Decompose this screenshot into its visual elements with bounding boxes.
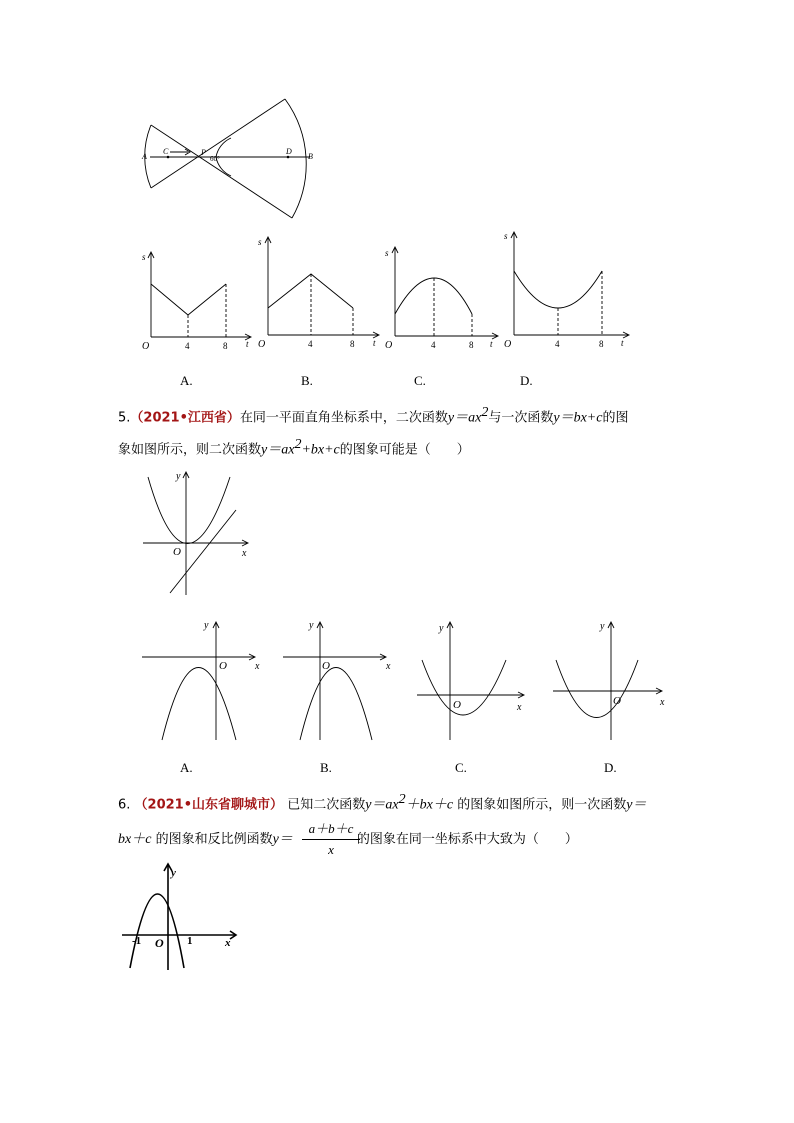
origin: O: [504, 339, 512, 350]
q6-number: 6.: [118, 797, 131, 813]
q5-option-b[interactable]: B.: [320, 760, 332, 775]
origin: O: [258, 339, 266, 350]
label-P: P: [201, 148, 206, 157]
origin: O: [453, 699, 461, 711]
axis-t: t: [373, 338, 376, 348]
axis-y: y: [439, 623, 444, 634]
q6-line-1: 6. （2021•山东省聊城市） 已知二次函数$y=ax^2+bx+c$ 的图象如图所示，则一次函数y＝: [118, 792, 647, 813]
axis-s: s: [142, 252, 146, 262]
tick-pos1: 1: [187, 935, 193, 947]
q5-option-d-graph: [548, 615, 673, 745]
q5-number: 5.: [118, 410, 131, 426]
origin: O: [385, 340, 393, 351]
tick-8: 8: [599, 339, 604, 349]
label-B: B: [308, 152, 313, 161]
q5-source: （2021•江西省）: [130, 410, 240, 426]
tick-neg1: -1: [132, 935, 142, 947]
axis-s: s: [385, 248, 389, 258]
tick-4: 4: [185, 341, 190, 351]
q4-option-b[interactable]: B.: [301, 373, 313, 388]
q5-line-2: 象如图所示，则二次函数$y=ax^2+bx+c$的图象可能是（ ）: [118, 437, 470, 458]
tick-4: 4: [308, 339, 313, 349]
label-C: C: [163, 147, 169, 156]
origin: O: [155, 936, 164, 950]
q6-fraction: [302, 818, 360, 858]
axis-y: y: [176, 471, 181, 482]
axis-y: y: [309, 620, 314, 631]
axis-y: y: [171, 867, 176, 879]
q5-line-1: 5.（2021•江西省）在同一平面直角坐标系中，二次函数$y=ax^2$与一次函数y＝bx+c的图: [118, 405, 629, 426]
axis-t: t: [246, 339, 249, 349]
q5-option-c-graph: [412, 615, 532, 745]
axis-t: t: [490, 339, 493, 349]
q4-option-b-graph: [256, 230, 386, 355]
q5-given-graph: [138, 465, 258, 600]
tick-4: 4: [555, 339, 560, 349]
origin: O: [173, 546, 181, 558]
tick-8: 8: [223, 341, 228, 351]
q4-option-c-graph: [382, 240, 507, 355]
q6-line-2: bx＋c 的图象和反比例函数y＝ 的图象在同一坐标系中大致为（ ）: [118, 832, 578, 847]
axis-s: s: [258, 237, 262, 247]
axis-x: x: [255, 661, 260, 672]
q5-option-d[interactable]: D.: [604, 760, 617, 775]
axis-y: y: [204, 620, 209, 631]
q6-source: （2021•山东省聊城市）: [134, 797, 284, 813]
q5-option-b-graph: [280, 615, 395, 745]
axis-t: t: [621, 338, 624, 348]
axis-s: s: [504, 231, 508, 241]
tick-8: 8: [469, 340, 474, 350]
q4-option-a-graph: [140, 245, 260, 360]
q4-option-d[interactable]: D.: [520, 373, 533, 388]
origin: O: [142, 341, 150, 352]
label-A: A: [142, 152, 147, 161]
fraction-numerator: a＋b＋c: [302, 818, 360, 840]
origin: O: [219, 660, 227, 672]
origin: O: [613, 695, 621, 707]
q5-option-a-graph: [140, 615, 270, 745]
q4-option-d-graph: [500, 225, 635, 355]
origin: O: [322, 660, 330, 672]
axis-x: x: [242, 548, 247, 559]
label-angle: 60°: [210, 155, 220, 163]
fraction-denominator: x: [328, 842, 334, 857]
axis-x: x: [386, 661, 391, 672]
axis-x: x: [660, 697, 665, 708]
q5-option-a[interactable]: A.: [180, 760, 193, 775]
tick-4: 4: [431, 340, 436, 350]
sector-figure: [130, 95, 330, 225]
q6-given-graph: [118, 860, 248, 975]
axis-x: x: [517, 702, 522, 713]
q4-option-c[interactable]: C.: [414, 373, 426, 388]
tick-8: 8: [350, 339, 355, 349]
axis-x: x: [225, 937, 231, 949]
label-D: D: [286, 147, 292, 156]
q4-option-a[interactable]: A.: [180, 373, 193, 388]
axis-y: y: [600, 621, 605, 632]
q5-option-c[interactable]: C.: [455, 760, 467, 775]
